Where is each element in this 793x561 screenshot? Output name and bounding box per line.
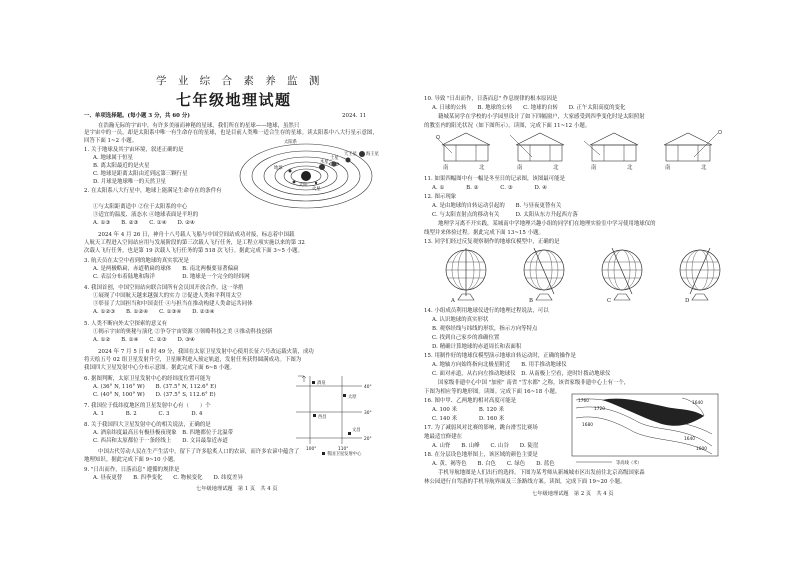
q10-stem: 10. 导致 "日出而作，日落而息" 作息规律的根本原因是 — [424, 96, 558, 102]
q11-option: A. ① B. ② C. ③ D. ④ — [432, 185, 548, 191]
window-picture — [584, 133, 638, 161]
q11-stem: 11. 如果四幅图中有一幅是冬至日的记录图，该图最可能是 — [424, 176, 566, 182]
svg-text:20°: 20° — [364, 437, 372, 442]
passage-line: 籍城某同学在学校的小学园里设计了如下四幅窗户，大家感受到四季变化时是太阳照射 — [438, 114, 645, 120]
q1-stem: 1. 关于地球及其宇宙环境，叙述正确的是 — [84, 147, 184, 153]
page-footer: 七年级地理试题 第 1 页 共 4 页 — [196, 486, 278, 492]
q9-option: A. 昼夜更替 B. 四季变化 C. 物候变化 D. 纬度差异 — [93, 475, 243, 481]
passage-line: 手机导航地图是人们出行的选择。下图为某考师从新城城市区出发前往北京高级国家森 — [438, 470, 645, 476]
q14-option: D. 精确计算地球的赤道周长和表面积 — [432, 344, 522, 350]
q1-option: D. 月球是地球唯一的天然卫星 — [93, 179, 166, 185]
passage-line: 中国古代劳动人民在生产生活中，留下了许多脍炙人口的农谚，而许多农谚中蕴含了 — [98, 449, 300, 455]
q2-option: ①与太阳距离适中 ②位于太阳系的中心 — [93, 204, 188, 210]
q14-stem: 14. 小组成员利用地球仪进行的地理过程说法，可以 — [424, 308, 549, 314]
svg-text:100°: 100° — [306, 447, 317, 452]
intro-line: 在浩瀚无际的宇宙中，有许多美丽而神秘的星球，我们所在的星球——地球，虽然只 — [98, 123, 300, 129]
passage-line: 林公园进行自驾游的手机导航界面及三条路线方案。读图，完成下面 19~20 小题。 — [424, 479, 626, 485]
solar-system-diagram — [250, 140, 380, 212]
q12-stem: 12. 图示现象 — [424, 194, 457, 200]
globe-icon — [602, 248, 642, 300]
svg-text:地球: 地球 — [274, 166, 283, 171]
q10-option: A. 日球的公转 B. 地球的公转 C. 地球的自转 D. 正午太阳高度的变化 — [432, 105, 626, 111]
passage-line: 地理知识。据此完成下面 9~10 小题。 — [84, 457, 179, 463]
globe-label: D — [685, 298, 690, 304]
q7-option: A. 1 B. 2 C. 3 D. 4 — [93, 411, 203, 417]
passage-line: 线型并来体验过程。据此完成下面 13~15 小题。 — [424, 230, 544, 236]
globe-options — [436, 246, 736, 302]
globe-icon — [680, 248, 720, 300]
q6-stem: 6. 据图判断，太原卫星发射中心的经纬度位置可能为 — [84, 376, 211, 382]
svg-text:1640: 1640 — [692, 401, 703, 406]
intro-line: 回答下面 1~2 小题。 — [84, 138, 138, 144]
globe-label: A — [451, 298, 455, 304]
q3-stem: 3. 航天员在太空中看到的地球的真实状况是 — [84, 258, 189, 264]
svg-text:40°: 40° — [364, 385, 372, 390]
q6-option: A. (36° N, 116° W) B. (37.5° N, 112.6° E) — [93, 384, 217, 390]
q2-option: A. ①③ B. ②③ C. ①④ D. ②④ — [93, 220, 195, 226]
q4-option: ①展现了中国航天越来越强大的实力 ②促进人类和平利用太空 — [93, 293, 242, 299]
launch-site-marker — [348, 432, 351, 435]
svg-text:天王星: 天王星 — [344, 152, 357, 157]
svg-text:文昌: 文昌 — [352, 428, 361, 433]
q9-stem: 9. "日出而作，日落而息" 遵循的规律是 — [84, 467, 180, 473]
launch-site-marker — [313, 414, 316, 417]
direction-label: 北 — [553, 165, 559, 171]
direction-label: 南 — [591, 165, 597, 171]
svg-text:110°: 110° — [338, 447, 349, 452]
direction-label: 北 — [627, 165, 633, 171]
direction-label: 南 — [517, 165, 523, 171]
q15-option: A. 地轴方向始终指向北极星附近 B. 用手推动地球仪 — [432, 362, 567, 368]
svg-text:土星: 土星 — [330, 156, 339, 161]
sun-icon — [301, 171, 311, 181]
q17-option: A. 山脊 B. 山峰 C. 山谷 D. 陡崖 — [432, 443, 539, 449]
svg-text:1760: 1760 — [578, 399, 589, 404]
q8-option: C. 西昌和太原都位于一条经线上 D. 文昌最靠近赤道 — [93, 438, 228, 444]
page-1 — [84, 0, 386, 561]
globe-icon — [446, 248, 486, 300]
q16-option: C. 140 米 D. 160 米 — [432, 416, 505, 422]
q4-option: A. ①②③ B. ①②④ C. ①③④ D. ②③④ — [93, 309, 215, 315]
globe-label: C — [607, 298, 612, 304]
launch-site-marker — [312, 381, 315, 384]
intro-line: 是宇宙中的一员，却是太阳系中唯一有生命存在的星球，也是目前人类唯一适合生存的星球。读太阳系中八大行星示意图， — [84, 130, 378, 136]
svg-text:等高线（米）: 等高线（米） — [616, 461, 642, 466]
direction-label: 北 — [701, 165, 707, 171]
q8-stem: 8. 关于我国四大卫星发射中心的相关说法，正确的是 — [84, 422, 211, 428]
svg-text:30°: 30° — [364, 411, 372, 416]
window-sun-diagrams — [436, 131, 726, 167]
q1-option: C. 地球是距离太阳由近到远第三颗行星 — [93, 171, 188, 177]
passage-line: 2024 年 7 月 5 日 6 时 49 分，我国在太原卫星发射中心使用长征六号改运载火箭，成功 — [98, 349, 314, 355]
svg-text:木星: 木星 — [320, 160, 329, 165]
q14-option: A. 认识地球的真实形状 — [432, 317, 489, 323]
q14-option: C. 找到自己家乡的准确位置 — [432, 335, 500, 341]
q5-option: ①揭示宇宙的奥秘与演化 ②争夺宇宙资源 ③领略科技之美 ④推动科技创新 — [93, 329, 273, 335]
window-picture — [510, 133, 564, 161]
q16-option: A. 100 米 B. 120 米 — [432, 407, 505, 413]
direction-label: 北 — [479, 165, 485, 171]
q4-stem: 4. 我国首创，中国空间站向联合国所有会员国开放合作，这一举措 — [84, 285, 244, 291]
svg-text:火星: 火星 — [312, 187, 321, 192]
launch-site-map — [292, 374, 376, 456]
page-title: 七年级地理试题 — [176, 91, 292, 109]
q15-stem: 15. 用制作好的地球仪模型演示地球自转运动时，正确的操作是 — [424, 353, 576, 359]
q12-option: C. 与太阳直射点的移动有关 D. 太阳从东方升起西方落 — [432, 212, 578, 218]
passage-line: 下图为相应等的地形图。读图。完成下面 16~18 小题。 — [424, 389, 561, 395]
svg-text:太阳系: 太阳系 — [284, 140, 297, 145]
q1-option: B. 离太阳最近的是火星 — [93, 163, 150, 169]
window-picture — [664, 130, 722, 161]
q6-option: C. (40° N, 100° W) D. (37.5° S, 112.6° E) — [93, 392, 216, 398]
contour-map — [572, 394, 718, 466]
section-heading: 一、单项选择题。(每小题 3 分，共 60 分) — [84, 113, 190, 119]
passage-line: 次载人飞行任务，也是第 19 次载人飞行任务的第 518 次飞行。据此完成下面 3~5 小题。 — [84, 248, 304, 254]
q1-option: A. 地球属于恒星 — [93, 155, 134, 161]
globe-label: B — [529, 298, 534, 304]
svg-text:太阳: 太阳 — [299, 183, 308, 188]
q17-stem: 地最适宜修建在 — [424, 434, 463, 440]
svg-text:酒泉: 酒泉 — [317, 381, 326, 386]
q5-stem: 5. 人类不断向外太空探索的意义有 — [84, 321, 168, 327]
window-picture — [436, 133, 490, 161]
svg-text:太原: 太原 — [348, 395, 357, 400]
q18-stem: 18. 在分层设色地形图上，该区域的颜色主要是 — [424, 452, 538, 458]
svg-text:1720: 1720 — [594, 407, 605, 412]
q3-option: A. 是两极略扁，赤道稍扁的球体 B. 南北两极要显著偏扁 — [93, 266, 239, 272]
q5-option: A. ①② B. ①④ C. ②③ D. ③④ — [93, 337, 195, 343]
q18-option: A. 黄、褐等色 B. 白色 C. 绿色 D. 蓝色 — [432, 461, 555, 467]
svg-text:1680: 1680 — [668, 421, 679, 426]
svg-text:海王星: 海王星 — [366, 152, 379, 157]
q12-option: A. 是由地球的自转运动引起的 B. 与昼夜更替有关 — [432, 203, 562, 209]
q15-option: C. 面对赤道，从右向左推动地球仪 D. 从南极上空看，逆时针拨动地球仪 — [432, 371, 611, 377]
direction-label: 南 — [443, 165, 449, 171]
q16-stem: 16. 图中甲、乙两地的相对高度可能是 — [424, 398, 517, 404]
page-2 — [416, 0, 734, 561]
q4-option: ③彰显了大国担当和中国责任 ④与担当在推动构建人类命运共同体 — [93, 301, 253, 307]
passage-line: 将天绘五号 02 组卫星发射升空，卫星顺利进入预定轨道，发射任务获得圆满成功。下图为 — [84, 357, 302, 363]
passage-line: 地理学习离不开实践，某城南中学地理兴趣小组的同学们在地理实验室中学习使用地球仪的 — [438, 221, 656, 227]
page-footer: 七年级地理试题 第 2 页 共 4 页 — [532, 491, 614, 497]
launch-site-marker — [343, 394, 346, 397]
passage-line: 的教室内的阳光状况（如下图所示）。读图，完成下面 11~12 小题。 — [424, 123, 591, 129]
globe-icon — [524, 248, 564, 300]
q2-stem: 2. 在太阳系八大行星中，地球上能满足生命存在的条件有 — [84, 188, 222, 194]
direction-label: 南 — [665, 165, 671, 171]
svg-text:我国卫星发射中心: 我国卫星发射中心 — [327, 452, 362, 457]
svg-text:西昌: 西昌 — [318, 415, 327, 420]
svg-text:1640: 1640 — [684, 437, 695, 442]
q14-option: B. 观察经线与纬线的形状，指示方向等特点 — [432, 326, 538, 332]
header-top: 学 业 综 合 素 养 监 测 — [156, 75, 324, 87]
q3-option: C. 表层分布着陆地和海洋 D. 地球是一个完全的经纬网 — [93, 274, 250, 280]
q17-stem: 17. 为了减弱风对比赛的影响，跳台滑雪比赛场 — [424, 425, 538, 431]
passage-line: 国家级非遗中心中国 "加密" 南省 "雪水都" 之称，该省家级非遗中心上有一个， — [438, 380, 630, 386]
q8-option: A. 酒泉纬度最高且有极昼极夜现象 B. 四地都位于北温带 — [93, 430, 234, 436]
exam-date: 2024. 11 — [342, 113, 367, 119]
svg-text:1600: 1600 — [696, 447, 707, 452]
q7-stem: 7. 我国位于低纬度地区的卫星发射中心有（ ）个 — [84, 403, 211, 409]
passage-line: 人航天工程进入空间站应用与发展阶段的第三次载人飞行任务，是工程立项实施以来的第 32 — [84, 240, 305, 246]
passage-line: 2024 年 4 月 26 日，神舟十八号载人飞船与中国空间站成功对接，标志着中国载 — [98, 232, 295, 238]
svg-text:1680: 1680 — [582, 423, 593, 428]
q13-stem: 13. 同学们经过反复观察制作的地球仪模型中，正确的是 — [424, 239, 560, 245]
passage-line: 我国四大卫星发射中心分布示意图。据此完成下面 6~8 小题。 — [84, 365, 236, 371]
q2-option: ③适宜的温度、液态水 ④地球表面是平坦的 — [93, 212, 199, 218]
